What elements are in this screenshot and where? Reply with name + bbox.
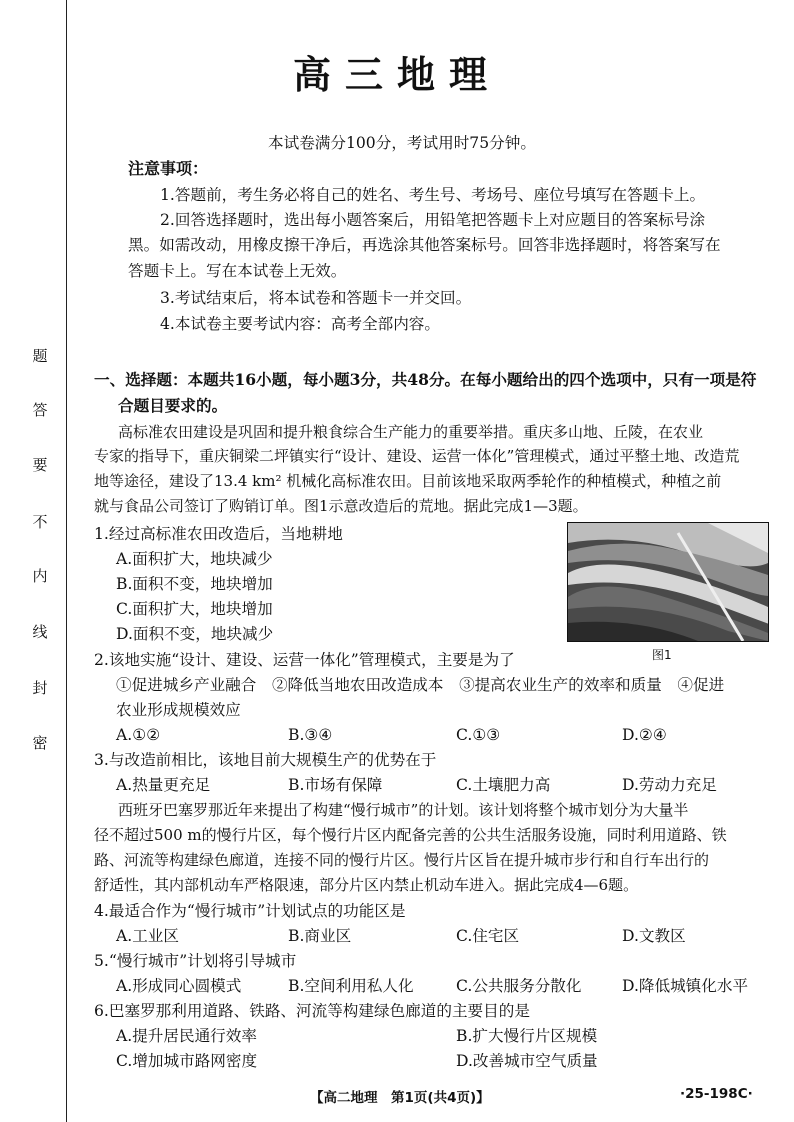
option: B.空间利用私人化 <box>288 977 414 995</box>
option: D.改善城市空气质量 <box>456 1052 598 1070</box>
section-header: 一、选择题：本题共16小题，每小题3分，共48分。在每小题给出的四个选项中，只有一项是符 <box>94 370 757 389</box>
notes-heading: 注意事项： <box>128 159 209 178</box>
option: B.市场有保障 <box>288 776 383 794</box>
option: A.工业区 <box>116 927 179 945</box>
question-stem: 5.“慢行城市”计划将引导城市 <box>94 952 297 970</box>
margin-char: 要 <box>32 456 48 474</box>
option: C.面积扩大，地块增加 <box>116 600 273 618</box>
option: C.增加城市路网密度 <box>116 1052 258 1070</box>
option: C.土壤肥力高 <box>456 776 551 794</box>
passage-line: 舒适性，其内部机动车严格限速，部分片区内禁止机动车进入。据此完成4—6题。 <box>94 876 639 894</box>
binding-line <box>66 0 67 1122</box>
passage-line: 地等途径，建设了13.4 km² 机械化高标准农田。目前该地采取两季轮作的种植模式，种植之前 <box>94 472 722 490</box>
passage-line: 西班牙巴塞罗那近年来提出了构建“慢行城市”的计划。该计划将整个城市划分为大量半 <box>118 801 689 819</box>
option: D.文教区 <box>622 927 686 945</box>
option-statements: 农业形成规模效应 <box>116 701 241 719</box>
option: C.住宅区 <box>456 927 520 945</box>
option: B.面积不变，地块增加 <box>116 575 273 593</box>
figure-caption: 图1 <box>652 648 672 662</box>
option: B.商业区 <box>288 927 352 945</box>
question-stem: 4.最适合作为“慢行城市”计划试点的功能区是 <box>94 902 406 920</box>
margin-char: 不 <box>32 513 48 531</box>
option-statements: ①促进城乡产业融合 ②降低当地农田改造成本 ③提高农业生产的效率和质量 ④促进 <box>116 676 725 694</box>
option: A.形成同心圆模式 <box>116 977 242 995</box>
notes-line: 2.回答选择题时，选出每小题答案后，用铅笔把答题卡上对应题目的答案标号涂 <box>160 211 706 229</box>
page-title: 高三地理 <box>292 52 501 97</box>
passage-line: 就与食品公司签订了购销订单。图1示意改造后的荒地。据此完成1—3题。 <box>94 497 588 515</box>
question-stem: 6.巴塞罗那利用道路、铁路、河流等构建绿色廊道的主要目的是 <box>94 1002 530 1020</box>
binding-margin <box>0 0 62 1122</box>
section-header: 合题目要求的。 <box>118 396 228 415</box>
passage-line: 专家的指导下，重庆铜梁二坪镇实行“设计、建设、运营一体化”管理模式，通过平整土地、改造荒 <box>94 447 740 465</box>
notes-line: 1.答题前，考生务必将自己的姓名、考生号、考场号、座位号填写在答题卡上。 <box>160 186 706 204</box>
margin-char: 题 <box>32 347 48 365</box>
question-stem: 2.该地实施“设计、建设、运营一体化”管理模式，主要是为了 <box>94 651 515 669</box>
passage-line: 高标准农田建设是巩固和提升粮食综合生产能力的重要举措。重庆多山地、丘陵，在农业 <box>118 423 704 441</box>
option: A.面积扩大，地块减少 <box>116 550 273 568</box>
option: D.②④ <box>622 726 667 744</box>
option: A.提升居民通行效率 <box>116 1027 257 1045</box>
option: C.公共服务分散化 <box>456 977 582 995</box>
option: A.热量更充足 <box>116 776 211 794</box>
notes-line: 4.本试卷主要考试内容：高考全部内容。 <box>160 315 440 333</box>
option: D.降低城镇化水平 <box>622 977 749 995</box>
margin-char: 密 <box>32 734 48 752</box>
exam-intro: 本试卷满分100分，考试用时75分钟。 <box>268 134 536 152</box>
option: A.①② <box>116 726 161 744</box>
margin-char: 答 <box>32 401 48 419</box>
notes-line: 黑。如需改动，用橡皮擦干净后，再选涂其他答案标号。回答非选择题时，将答案写在 <box>128 236 721 254</box>
farmland-photo <box>567 522 769 642</box>
question-stem: 3.与改造前相比，该地目前大规模生产的优势在于 <box>94 751 437 769</box>
passage-line: 路、河流等构建绿色廊道，连接不同的慢行片区。慢行片区旨在提升城市步行和自行车出行的 <box>94 851 710 869</box>
notes-line: 3.考试结束后，将本试卷和答题卡一并交回。 <box>160 289 472 307</box>
option: C.①③ <box>456 726 501 744</box>
margin-char: 线 <box>32 623 48 641</box>
margin-char: 内 <box>32 567 48 585</box>
notes-line: 答题卡上。写在本试卷上无效。 <box>128 262 347 280</box>
passage-line: 径不超过500 m的慢行片区，每个慢行片区内配备完善的公共生活服务设施，同时利用道路、铁 <box>94 826 727 844</box>
page-footer: 【高二地理 第1页(共4页)】 <box>310 1090 490 1106</box>
paper-code: ·25-198C· <box>680 1086 753 1102</box>
option: D.面积不变，地块减少 <box>116 625 274 643</box>
option: D.劳动力充足 <box>622 776 717 794</box>
option: B.扩大慢行片区规模 <box>456 1027 598 1045</box>
option: B.③④ <box>288 726 333 744</box>
margin-char: 封 <box>32 679 48 697</box>
question-stem: 1.经过高标准农田改造后，当地耕地 <box>94 525 343 543</box>
